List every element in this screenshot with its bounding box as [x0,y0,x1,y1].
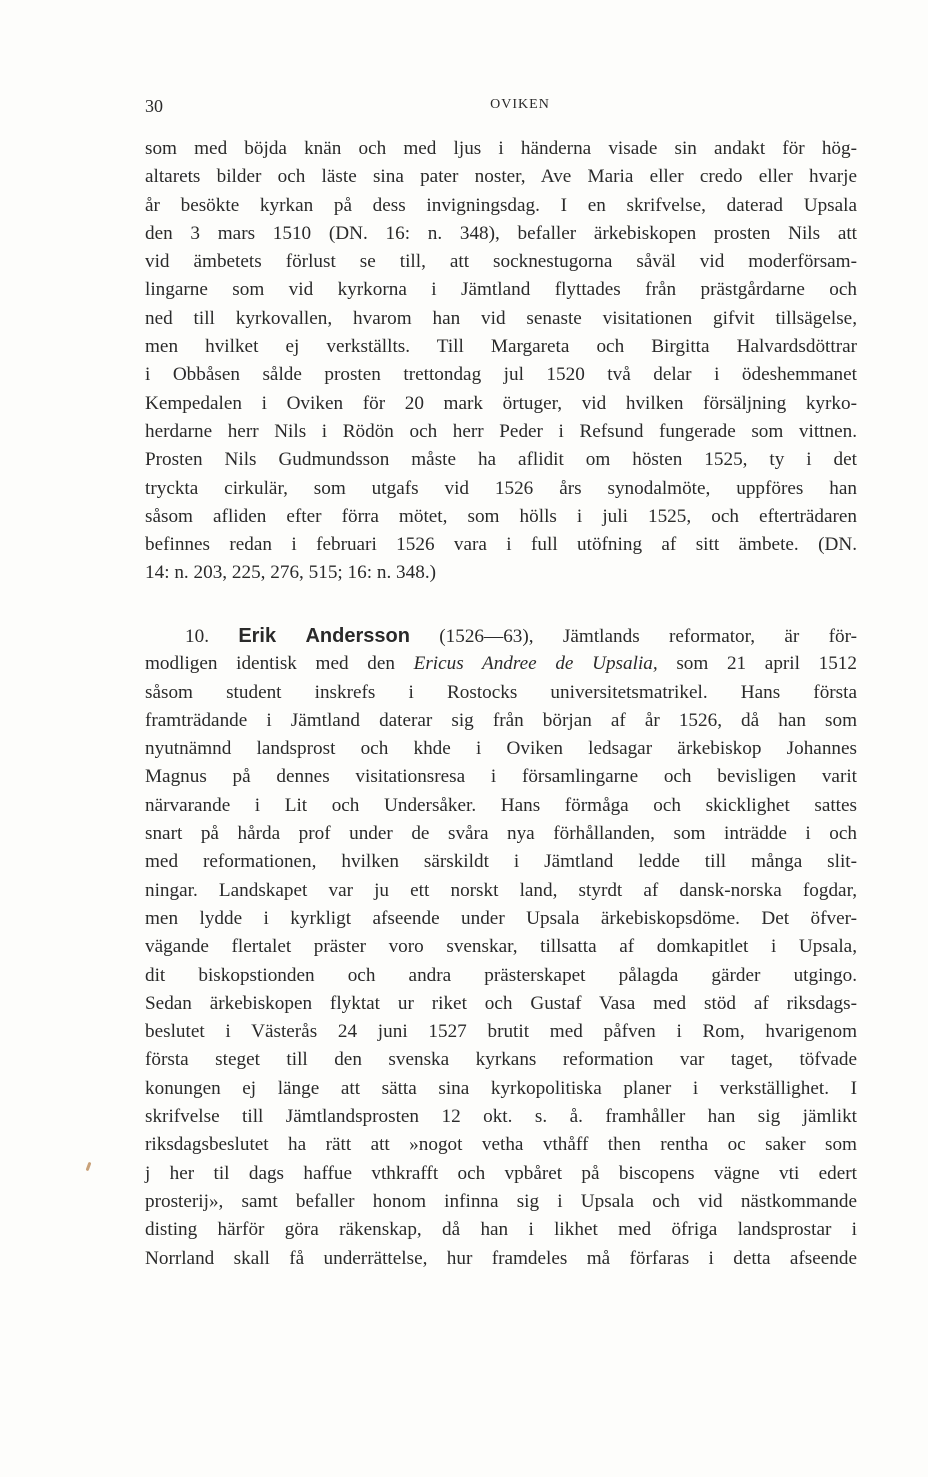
text-line: ningar. Landskapet var ju ett norskt land, styrdt af dansk-norska fogdar, [145,879,857,901]
running-head: OVIKEN [490,97,550,112]
text-line: som med böjda knän och med ljus i händerna visade sin andakt för hög- [145,138,857,159]
entry-heading-line [145,622,857,650]
text-line: j her til dags haffue vthkrafft och vpbåret på biscopens vägne vti edert [145,1162,857,1184]
text-fragment: som 21 april 1512 [676,653,857,675]
text-fragment: modligen identisk med den [145,653,395,675]
text-line: såsom afliden efter förra mötet, som hölls i juli 1525, och efterträdaren [145,505,857,527]
text-line: 14: n. 203, 225, 276, 515; 16: n. 348.) [145,562,437,584]
text-line [145,650,857,678]
text-line: altarets bilder och läste sina pater noster, Ave Maria eller credo eller hvarje [145,166,857,188]
text-line: ned till kyrkovallen, hvarom han vid senaste visitationen gifvit tillsägelse, [145,307,857,329]
paragraph-2 [145,622,857,1273]
text-line: skrifvelse till Jämtlandsprosten 12 okt. s. å. framhåller han sig jämlikt [145,1106,857,1128]
text-line: befinnes redan i februari 1526 vara i full utöfning af sitt ämbete. (DN. [145,534,857,556]
text-line: snart på hårda prof under de svåra nya förhållanden, som inträdde i och [145,823,857,845]
text-line: lingarne som vid kyrkorna i Jämtland flyttades från prästgårdarne och [145,279,857,301]
paragraph-1 [145,135,857,588]
text-line: närvarande i Lit och Undersåker. Hans förmåga och skicklighet sattes [145,794,857,816]
text-line: framträdande i Jämtland daterar sig från början af år 1526, då han som [145,709,857,731]
text-line: men hvilket ej verkställts. Till Margareta och Birgitta Halvardsdöttrar [145,336,857,358]
text-line: prosterij», samt befaller honom infinna sig i Upsala och vid nästkommande [145,1190,857,1212]
page-number: 30 [145,96,163,116]
text-line: första steget till den svenska kyrkans reformation var taget, töfvade [145,1049,857,1071]
entry-number: 10. [185,626,209,647]
text-line: disting härför göra räkenskap, då han i likhet med öfriga landsprostar i [145,1219,857,1241]
text-line: Norrland skall få underrättelse, hur framdeles må förfaras i detta afseende [145,1247,857,1269]
text-line: men lydde i kyrkligt afseende under Upsala ärkebiskopsdöme. Det öfver- [145,907,857,929]
text-line: vid ämbetets förlust se till, att socknestugorna såväl vid moderförsam- [145,251,857,273]
text-line: tryckta cirkulär, som utgafs vid 1526 års synodalmöte, uppföres han [145,477,857,499]
text-line: nyutnämnd landsprost och khde i Oviken ledsagar ärkebiskop Johannes [145,738,857,760]
person-name: Erik Andersson [238,625,410,647]
text-line: riksdagsbeslutet ha rätt att »nogot vetha vthåff then rentha oc saker som [145,1134,857,1156]
text-line: med reformationen, hvilken särskildt i Jämtland ledde till många slit- [145,851,857,873]
page-header [145,96,855,120]
text-line: herdarne herr Nils i Rödön och herr Peder i Refsund fungerade som vittnen. [145,420,857,442]
text-line: såsom student inskrefs i Rostocks universitetsmatrikel. Hans första [145,681,857,703]
text-fragment: (1526—63), Jämtlands reformator, är för- [439,626,857,647]
text-line: år besökte kyrkan på dess invigningsdag. I en skrifvelse, daterad Upsala [145,194,857,216]
text-line: Prosten Nils Gudmundsson måste ha aflidit om hösten 1525, ty i det [145,449,857,471]
text-line: i Obbåsen sålde prosten trettondag jul 1520 två delar i ödeshemmanet [145,364,857,386]
text-line: Magnus på dennes visitationsresa i församlingarne och bevisligen varit [145,766,857,788]
text-line: Sedan ärkebiskopen flyktat ur riket och Gustaf Vasa med stöd af riksdags- [145,992,857,1014]
text-line: den 3 mars 1510 (DN. 16: n. 348), befaller ärkebiskopen prosten Nils att [145,222,857,244]
text-line: Kempedalen i Oviken för 20 mark örtuger, vid hvilken försäljning kyrko- [145,392,857,414]
ink-speck [86,1162,92,1171]
text-line: konungen ej länge att sätta sina kyrkopolitiska planer i verkställighet. I [145,1077,857,1099]
latin-name: Ericus Andree de Upsalia, [413,653,658,675]
text-line: beslutet i Västerås 24 juni 1527 brutit med påfven i Rom, hvarigenom [145,1021,857,1043]
text-line: dit biskopstionden och andra prästerskapet pålagda gärder utgingo. [145,964,857,986]
text-line: vägande flertalet präster voro svenskar, tillsatta af domkapitlet i Upsala, [145,936,857,958]
